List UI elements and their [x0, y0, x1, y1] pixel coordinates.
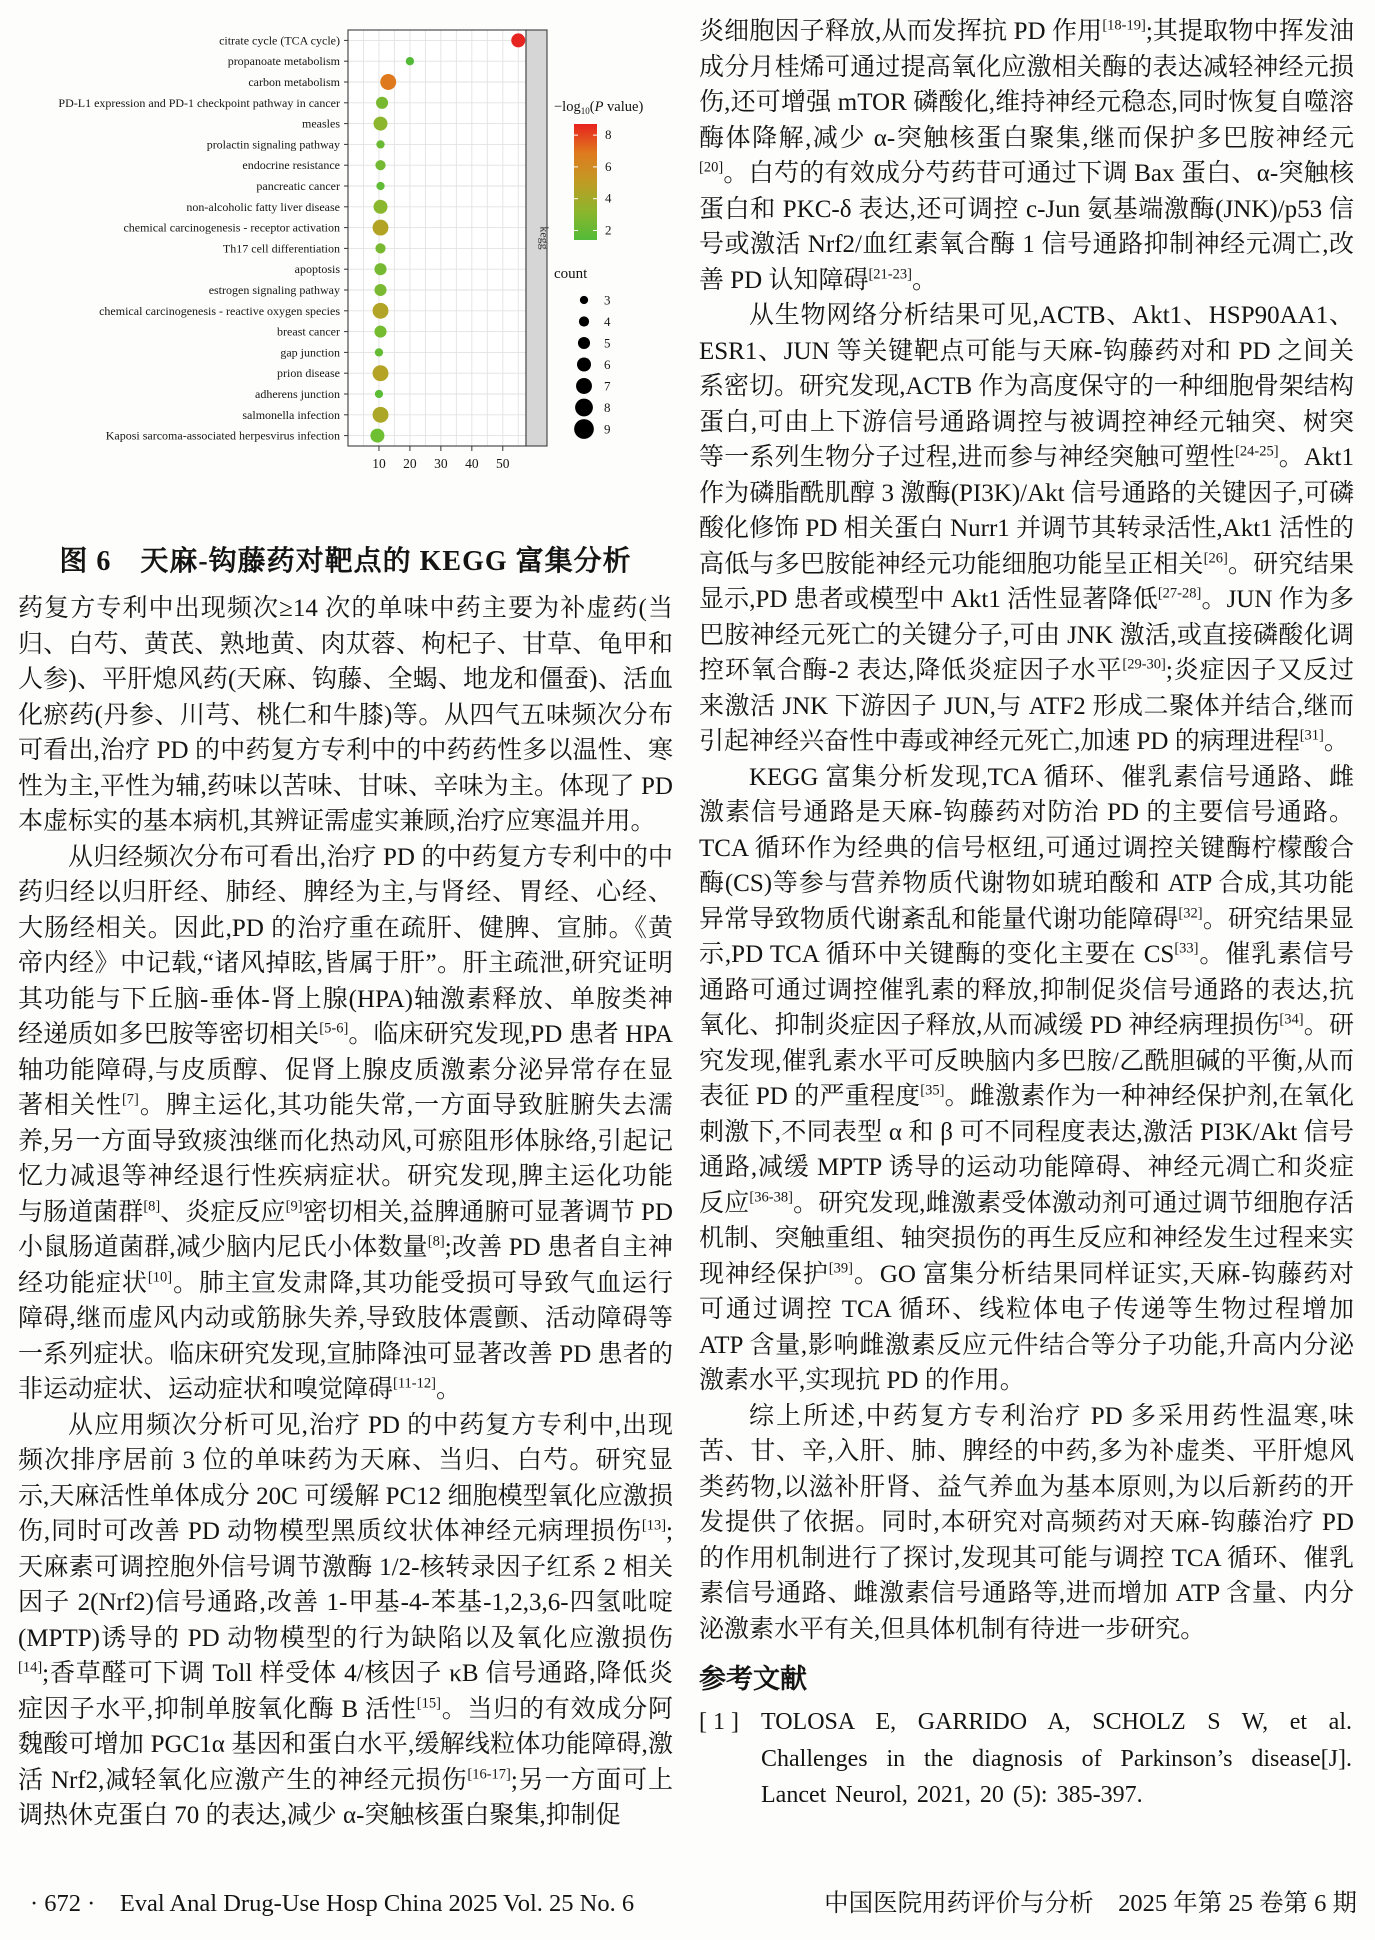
svg-text:endocrine resistance: endocrine resistance	[242, 158, 340, 173]
svg-text:chemical carcinogenesis - rece: chemical carcinogenesis - receptor activation	[123, 220, 340, 235]
data-point	[511, 33, 525, 47]
paragraph: 从生物网络分析结果可见,ACTB、Akt1、HSP90AA1、ESR1、JUN 等关键靶点可能与天麻-钩藤药对和 PD 之间关系密切。研究发现,ACTB 作为高度保守的一种细胞骨架结构蛋白,可由上下游信号通路调控与被调控神经元轴突、树突等一系列生物分子过程,进而参与神经突触可塑性[24-25]。Akt1 作为磷脂酰肌醇 3 激酶(PI3K)/Akt 信号通路的关键因子,可磷酸化修饰 PD 相关蛋白 Nurr1 并调节其转录活性,Akt1 活性的高低与多巴胺能神经元功能细胞功能呈正相关[26]。研究结果显示,PD 患者或模型中 Akt1 活性显著降低[27-28]。JUN 作为多巴胺神经元死亡的关键分子,可由 JNK 激活,或直接磷酸化调控环氧合酶-2 表达,降低炎症因子水平[29-30];炎症因子又反过来激活 JNK 下游因子 JUN,与 ATF2 形成二聚体并结合,继而引起神经兴奋性中毒或神经元死亡,加速 PD 的病理进程[31]。	[699, 302, 1354, 755]
svg-text:citrate cycle (TCA cycle): citrate cycle (TCA cycle)	[219, 33, 340, 48]
svg-text:kegg: kegg	[537, 226, 552, 250]
svg-text:prion disease: prion disease	[277, 366, 340, 381]
paragraph: 从应用频次分析可见,治疗 PD 的中药复方专利中,出现频次排序居前 3 位的单味药为天麻、当归、白芍。研究显示,天麻活性单体成分 20C 可缓解 PC12 细胞模型氧化应激损伤,同时可改善 PD 动物模型黑质纹状体神经元病理损伤[13];天麻素可调控胞外信号调节激酶 1/2-核转录因子红系 2 相关因子 2(Nrf2)信号通路,改善 1-甲基-4-苯基-1,2,3,6-四氢吡啶(MPTP)诱导的 PD 动物模型的行为缺陷以及氧化应激损伤[14];香草醛可下调 Toll 样受体 4/核因子 κB 信号通路,降低炎症因子水平,抑制单胺氧化酶 B 活性[15]。当归的有效成分阿魏酸可增加 PGC1α 基因和蛋白水平,缓解线粒体功能障碍,激活 Nrf2,减轻氧化应激产生的神经元损伤[16-17];另一方面可上调热休克蛋白 70 的表达,减少 α-突触核蛋白聚集,抑制促	[18, 1411, 673, 1829]
footer-left: · 672 · Eval Anal Drug-Use Hosp China 2025 Vol. 25 No. 6	[30, 1890, 635, 1917]
svg-text:propanoate metabolism: propanoate metabolism	[227, 54, 340, 69]
svg-text:gap junction: gap junction	[280, 345, 340, 360]
left-column	[18, 14, 673, 1834]
svg-text:estrogen signaling pathway: estrogen signaling pathway	[208, 283, 340, 297]
svg-text:5: 5	[604, 335, 611, 351]
svg-text:carbon metabolism: carbon metabolism	[248, 75, 340, 89]
data-point	[376, 182, 384, 190]
svg-text:8: 8	[604, 400, 611, 415]
kegg-bubble-chart	[18, 14, 673, 529]
svg-text:10: 10	[372, 456, 386, 471]
svg-text:30: 30	[434, 456, 448, 471]
svg-text:40: 40	[465, 456, 479, 471]
right-column-text	[699, 14, 1354, 1647]
svg-text:20: 20	[403, 456, 417, 471]
data-point	[374, 117, 388, 131]
svg-text:apoptosis: apoptosis	[294, 262, 340, 277]
data-point	[406, 57, 414, 65]
svg-text:breast cancer: breast cancer	[277, 324, 340, 339]
data-point	[373, 303, 389, 319]
data-point	[376, 140, 384, 148]
svg-text:prolactin signaling pathway: prolactin signaling pathway	[206, 137, 340, 152]
svg-text:non-alcoholic fatty liver dise: non-alcoholic fatty liver disease	[186, 199, 340, 214]
svg-text:4: 4	[604, 314, 611, 329]
paragraph: KEGG 富集分析发现,TCA 循环、催乳素信号通路、雌激素信号通路是天麻-钩藤药对防治 PD 的主要信号通路。TCA 循环作为经典的信号枢纽,可通过调控关键酶柠檬酸合酶(CS)等参与营养物质代谢物如琥珀酸和 ATP 合成,其功能异常导致物质代谢紊乱和能量代谢功能障碍[32]。研究结果显示,PD TCA 循环中关键酶的变化主要在 CS[33]。催乳素信号通路可通过调控催乳素的释放,抑制促炎信号通路的表达,抗氧化、抑制炎症因子释放,从而减缓 PD 神经病理损伤[34]。研究发现,催乳素水平可反映脑内多巴胺/乙酰胆碱的平衡,从而表征 PD 的严重程度[35]。雌激素作为一种神经保护剂,在氧化刺激下,不同表型 α 和 β 可不同程度表达,激活 PI3K/Akt 信号通路,减缓 MPTP 诱导的运动功能障碍、神经元凋亡和炎症反应[36-38]。研究发现,雌激素受体激动剂可通过调节细胞存活机制、突触重组、轴突损伤的再生反应和神经发生过程来实现神经保护[39]。GO 富集分析结果同样证实,天麻-钩藤药对可通过调控 TCA 循环、线粒体电子传递等生物过程增加 ATP 含量,影响雌激素反应元件结合等分子功能,升高内分泌激素水平,实现抗 PD 的作用。	[699, 763, 1354, 1394]
svg-text:PD-L1 expression and PD-1 chec: PD-L1 expression and PD-1 checkpoint pathway in cancer	[58, 95, 340, 110]
kegg-enrichment-plot	[18, 14, 673, 529]
svg-text:50: 50	[496, 456, 510, 471]
svg-text:pancreatic cancer: pancreatic cancer	[256, 179, 340, 193]
svg-text:7: 7	[604, 378, 611, 394]
references-list	[699, 1704, 1354, 1814]
figure-caption: 图 6 天麻-钩藤药对靶点的 KEGG 富集分析	[59, 546, 632, 577]
svg-text:9: 9	[604, 421, 611, 437]
svg-text:Kaposi sarcoma-associated herp: Kaposi sarcoma-associated herpesvirus infection	[105, 428, 340, 443]
svg-text:salmonella infection: salmonella infection	[242, 407, 340, 422]
data-point	[373, 220, 389, 236]
data-point	[375, 243, 385, 253]
data-point	[374, 263, 386, 275]
data-point	[370, 429, 384, 443]
svg-text:−log10(P value): $-\log_{10}(P$ value)	[554, 99, 644, 116]
data-point	[375, 348, 383, 356]
paragraph: 药复方专利中出现频次≥14 次的单味中药主要为补虚药(当归、白芍、黄芪、熟地黄、肉苁蓉、枸杞子、甘草、龟甲和人参)、平肝熄风药(天麻、钩藤、全蝎、地龙和僵蚕)、活血化瘀药(丹参、川芎、桃仁和牛膝)等。从四气五味频次分布可看出,治疗 PD 的中药复方专利中的中药药性多以温性、寒性为主,平性为辅,药味以苦味、甘味、辛味为主。体现了 PD 本虚标实的基本病机,其辨证需虚实兼顾,治疗应寒温并用。	[18, 595, 673, 835]
footer-right: 中国医院用药评价与分析 2025 年第 25 卷第 6 期	[824, 1890, 1357, 1917]
svg-text:adherens junction: adherens junction	[255, 387, 340, 401]
reference-item: [ 1 ] TOLOSA E, GARRIDO A, SCHOLZ S W, et al. Challenges in the diagnosis of Parkinson’s disease[J]. Lancet Neurol, 2021, 20 (5): 385-397.	[699, 1709, 1352, 1808]
paragraph: 从归经频次分布可看出,治疗 PD 的中药复方专利中的中药归经以归肝经、肺经、脾经为主,与肾经、胃经、心经、大肠经相关。因此,PD 的治疗重在疏肝、健脾、宣肺。《黄帝内经》中记载,“诸风掉眩,皆属于肝”。肝主疏泄,研究证明其功能与下丘脑-垂体-肾上腺(HPA)轴激素释放、单胺类神经递质如多巴胺等密切相关[5-6]。临床研究发现,PD 患者 HPA 轴功能障碍,与皮质醇、促肾上腺皮质激素分泌异常存在显著相关性[7]。脾主运化,其功能失常,一方面导致脏腑失去濡养,另一方面导致痰浊继而化热动风,可瘀阻形体脉络,引起记忆力减退等神经退行性疾病症状。研究发现,脾主运化功能与肠道菌群[8]、炎症反应[9]密切相关,益脾通腑可显著调节 PD 小鼠肠道菌群,减少脑内尼氏小体数量[8];改善 PD 患者自主神经功能症状[10]。肺主宣发肃降,其功能受损可导致气血运行障碍,继而虚风内动或筋脉失养,导致肢体震颤、活动障碍等一系列症状。临床研究发现,宣肺降浊可显著改善 PD 患者的非运动症状、运动症状和嗅觉障碍[11-12]。	[18, 843, 673, 1403]
data-point	[375, 160, 385, 170]
svg-text:4: 4	[605, 190, 612, 206]
svg-text:3: 3	[604, 292, 611, 308]
paragraph: 综上所述,中药复方专利治疗 PD 多采用药性温寒,味苦、甘、辛,入肝、肺、脾经的中药,多为补虚类、平肝熄风类药物,以滋补肝肾、益气养血为基本原则,为以后新药的开发提供了依据。同时,本研究对高频药对天麻-钩藤治疗 PD 的作用机制进行了探讨,发现其可能与调控 TCA 循环、催乳素信号通路、雌激素信号通路等,进而增加 ATP 含量、内分泌激素水平有关,但具体机制有待进一步研究。	[699, 1402, 1354, 1643]
svg-text:chemical carcinogenesis - reac: chemical carcinogenesis - reactive oxygen species	[99, 303, 340, 318]
data-point	[373, 365, 389, 381]
data-point	[374, 200, 388, 214]
references-heading: 参考文献	[699, 1664, 807, 1694]
svg-text:6: 6	[605, 158, 612, 174]
svg-text:2: 2	[605, 222, 612, 238]
data-point	[380, 74, 396, 90]
svg-text:Th17 cell differentiation: Th17 cell differentiation	[222, 241, 340, 256]
data-point	[374, 326, 386, 338]
figure-6	[18, 14, 673, 579]
svg-text:8: 8	[605, 127, 612, 143]
data-point	[373, 407, 389, 423]
data-point	[376, 97, 388, 109]
paragraph: 炎细胞因子释放,从而发挥抗 PD 作用[18-19];其提取物中挥发油成分月桂烯可通过提高氧化应激相关酶的表达减轻神经元损伤,还可增强 mTOR 磷酸化,维持神经元稳态,同时恢复自噬溶酶体降解,减少 α-突触核蛋白聚集,继而保护多巴胺神经元[20]。白芍的有效成分芍药苷可通过下调 Bax 蛋白、α-突触核蛋白和 PKC-δ 表达,还可调控 c-Jun 氨基端激酶(JNK)/p53 信号或激活 Nrf2/血红素氧合酶 1 信号通路抑制神经元凋亡,改善 PD 认知障碍[21-23]。	[699, 17, 1354, 294]
page-footer	[30, 1884, 1357, 1919]
left-column-text	[18, 591, 673, 1834]
svg-text:measles: measles	[302, 116, 340, 131]
right-column	[699, 14, 1354, 1834]
data-point	[374, 284, 386, 296]
svg-text:count: count	[554, 266, 588, 282]
svg-text:6: 6	[604, 357, 611, 372]
data-point	[375, 390, 383, 398]
